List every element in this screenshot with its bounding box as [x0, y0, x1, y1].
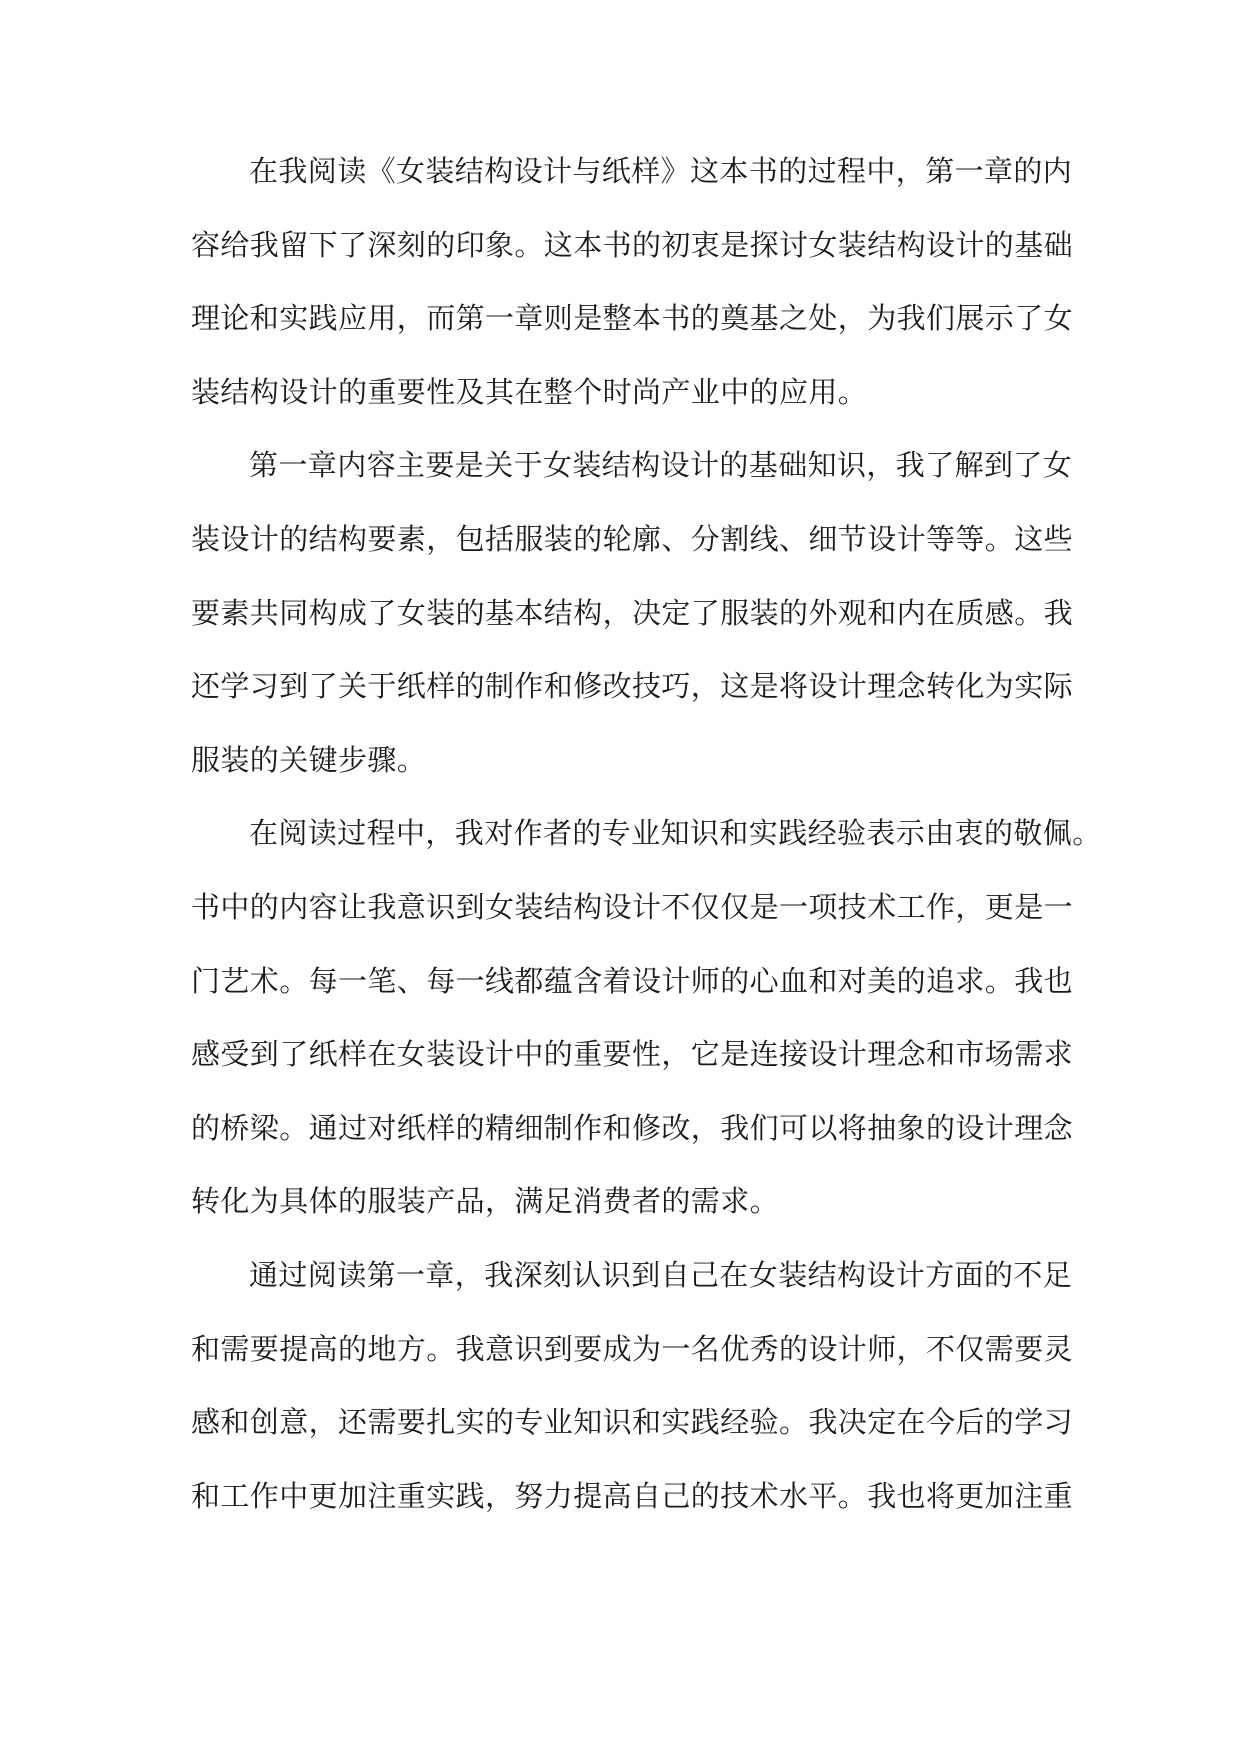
paragraph-2-line-5: 服装的关键步骤。 [191, 742, 427, 777]
paragraph-3-line-3: 门艺术。每一笔、每一线都蕴含着设计师的心血和对美的追求。我也 [191, 963, 1074, 998]
paragraph-2-line-2: 装设计的结构要素，包括服装的轮廓、分割线、细节设计等等。这些 [191, 521, 1074, 556]
paragraph-4-line-2: 和需要提高的地方。我意识到要成为一名优秀的设计师，不仅需要灵 [191, 1331, 1074, 1366]
paragraph-3-line-6: 转化为具体的服装产品，满足消费者的需求。 [191, 1184, 780, 1219]
paragraph-1-line-2: 容给我留下了深刻的印象。这本书的初衷是探讨女装结构设计的基础 [191, 227, 1074, 262]
paragraph-3-line-4: 感受到了纸样在女装设计中的重要性，它是连接设计理念和市场需求 [191, 1037, 1074, 1072]
paragraph-1-line-3: 理论和实践应用，而第一章则是整本书的奠基之处，为我们展示了女 [191, 301, 1074, 336]
paragraph-4-line-1: 通过阅读第一章，我深刻认识到自己在女装结构设计方面的不足 [249, 1257, 1073, 1292]
paragraph-3-line-2: 书中的内容让我意识到女装结构设计不仅仅是一项技术工作，更是一 [191, 889, 1074, 924]
paragraph-3-line-5: 的桥梁。通过对纸样的精细制作和修改，我们可以将抽象的设计理念 [191, 1110, 1074, 1145]
paragraph-2-line-3: 要素共同构成了女装的基本结构，决定了服装的外观和内在质感。我 [191, 595, 1074, 630]
paragraph-1-line-4: 装结构设计的重要性及其在整个时尚产业中的应用。 [191, 374, 868, 409]
document-body [191, 148, 1102, 1546]
paragraph-1-line-1: 在我阅读《女装结构设计与纸样》这本书的过程中，第一章的内 [249, 154, 1073, 188]
paragraph-2-line-1: 第一章内容主要是关于女装结构设计的基础知识，我了解到了女 [249, 448, 1073, 483]
paragraph-2-line-4: 还学习到了关于纸样的制作和修改技巧，这是将设计理念转化为实际 [191, 669, 1074, 704]
paragraph-4-line-4: 和工作中更加注重实践，努力提高自己的技术水平。我也将更加注重 [191, 1478, 1074, 1513]
paragraph-4-line-3: 感和创意，还需要扎实的专业知识和实践经验。我决定在今后的学习 [191, 1405, 1074, 1440]
paragraph-3-line-1: 在阅读过程中，我对作者的专业知识和实践经验表示由衷的敬佩。 [249, 816, 1102, 851]
